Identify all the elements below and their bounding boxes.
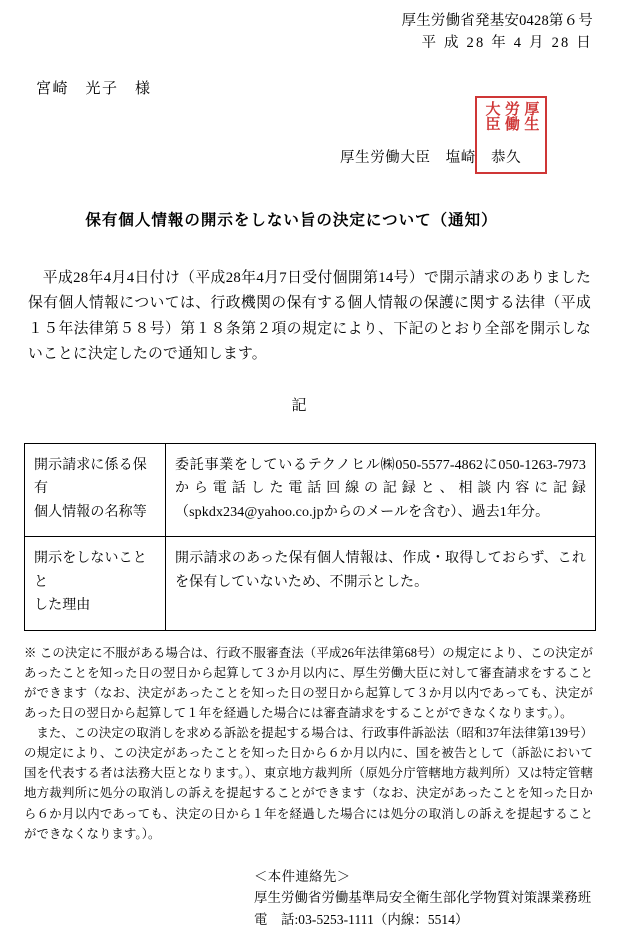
seal-column-1: 厚生 [522, 101, 541, 131]
addressee: 宮崎 光子 様 [36, 80, 152, 97]
row-value-request-subject: 委託事業をしているテクノヒル㈱050-5577-4862に050-1263-7973から電話した電話回線の記録と、相談内容に記録（spkdx234@yahoo.co.jpからのメールを含む）、過去1年分。 [166, 443, 596, 537]
body-paragraph: 平成28年4月4日付け（平成28年4月7日受付個開第14号）で開示請求のありました保有個人情報については、行政機関の保有する個人情報の保護に関する法律（平成１５年法律第５８号）第１８条第２項の規定により、下記のとおり全部を開示しないことに決定したので通知します。 [28, 269, 591, 363]
contact-phone: 電 話:03-5253-1111（内線：5514） [254, 911, 469, 927]
table-row [25, 537, 596, 631]
table-row [25, 443, 596, 537]
note-marker: ※ [24, 645, 37, 660]
label-line-2: 個人情報の名称等 [34, 504, 147, 520]
row-label-request-subject [25, 443, 166, 537]
information-table [24, 443, 596, 631]
contact-heading: ＜本件連絡先＞ [254, 868, 351, 884]
seal-column-3: 大臣 [483, 101, 502, 131]
issuer-name: 厚生労働大臣 塩崎 恭久 [340, 149, 522, 166]
footnote-text-1: この決定に不服がある場合は、行政不服審査法（平成26年法律第68号）の規定により、この決定があったことを知った日の翌日から起算して３か月以内に、厚生労働大臣に対して審査請求をすることができます（なお、決定があったことを知った日の翌日から起算して３か月以内であっても、決定があった日の翌日から起算して１年を経過した場合には審査請求をすることができなくなります。）。 [24, 645, 593, 721]
footnote-paragraph-2: また、この決定の取消しを求める訴訟を提起する場合は、行政事件訴訟法（昭和37年法律第139号）の規定により、この決定があったことを知った日から６か月以内に、国を被告として（訴訟において国を代表する者は法務大臣となります。）、東京地方裁判所（原処分庁管轄地方裁判所）又は特定管轄地方裁判所に処分の取消しの訴えを提起することができます（なお、決定があったことを知った日から６か月以内であっても、決定の日から１年を経過した場合には処分の取消しの訴えを提起することができなくなります。）。 [24, 726, 593, 841]
seal-column-2: 労働 [502, 101, 521, 131]
document-header [22, 10, 597, 55]
ki-marker: 記 [291, 397, 308, 414]
document-number: 厚生労働省発基安0428第６号 [401, 13, 593, 29]
document-date: 平 成 28 年 4 月 28 日 [421, 35, 593, 52]
footnote-paragraph-1 [24, 643, 593, 723]
label-line-1: 開示をしないことと [34, 551, 147, 590]
row-label-reason [25, 537, 166, 631]
contact-block [22, 866, 597, 930]
page-title: 保有個人情報の開示をしない旨の決定について（通知） [85, 211, 498, 229]
label-line-1: 開示請求に係る保有 [34, 457, 147, 497]
label-line-2: した理由 [34, 598, 91, 614]
official-seal-stamp [475, 96, 547, 174]
row-value-reason: 開示請求のあった保有個人情報は、作成・取得しておらず、これを保有していないため、不開示とした。 [166, 537, 596, 631]
footnotes [22, 643, 597, 844]
contact-department: 厚生労働省労働基準局安全衛生部化学物質対策課業務班 [254, 890, 592, 906]
